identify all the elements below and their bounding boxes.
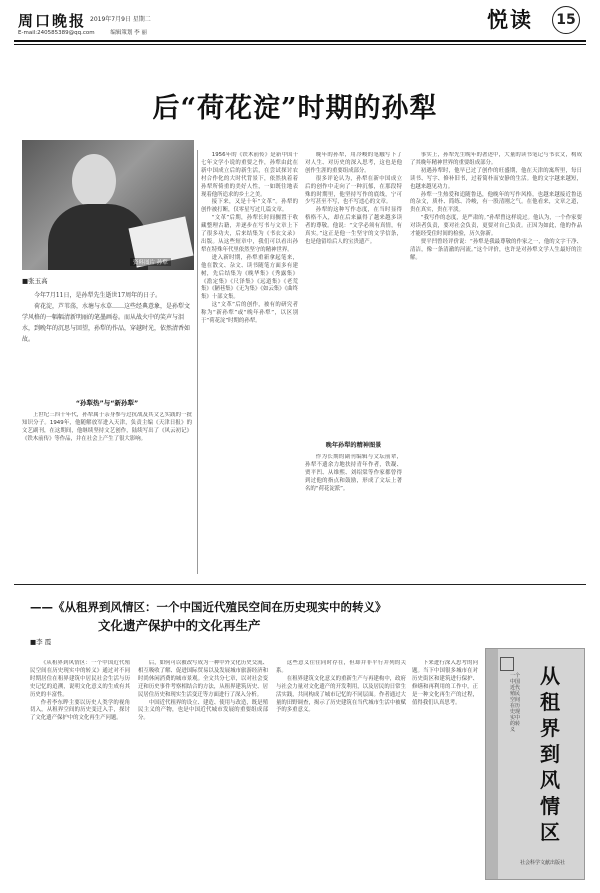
header-sub	[18, 28, 147, 36]
paragraph: 作为长期的副刊编辑与文坛前辈，孙犁不遗余力地扶持青年作者，铁凝、贾平凹、从维熙、刘绍棠等作家都曾得到过他的指点和鼓励，形成了文坛上著名的“荷花淀派”。	[305, 454, 402, 492]
page-number: 15	[552, 6, 580, 34]
article-title: 后“荷花淀”时期的孙犁	[152, 93, 438, 124]
paragraph: 《从租界到风情区：一个中国近代殖民空间在历史现实中的转义》通过对不同时期居住在租界建筑中居民社会生活与历史记忆的追溯，说明文化意义的生成有其历史的丰富性。	[30, 660, 130, 698]
text-column-b4	[412, 660, 478, 882]
paragraph: 在租界建筑文化意义的重新生产与再建构中，政府与社会力量对文化遗产的开发利用，以及居民的日常生活实践，共同构成了城市记忆的不同层面。作者通过大量的田野调查，揭示了历史建筑在当代城市生活中被赋予的多重意义。	[276, 675, 406, 714]
paragraph: 贾平凹曾经评价说：“孙犁是我最尊敬的作家之一，他的文字干净、清洁，像一条清澈的河流。”这个评价，也许是对孙犁文学人生最好的注解。	[410, 238, 582, 261]
date-line: 2019年7月9日 星期二	[90, 16, 151, 23]
text-column-b1	[30, 660, 130, 882]
article2-title: 文化遗产保护中的文化再生产	[98, 618, 261, 633]
column-divider	[197, 150, 198, 574]
section-divider	[14, 584, 586, 585]
text-column-4	[410, 152, 582, 572]
paragraph: 很多评论认为，孙犁在新中国成立后的创作中走向了一种沉郁，在那段特殊的时期里，他坚持写作的底线，宁可少写甚至不写，也不写违心的文章。	[305, 175, 402, 206]
masthead: 周口晚报	[18, 12, 87, 30]
text-column-2	[201, 152, 298, 572]
paragraph: 事实上，孙犁先生晚年的著述中，大量的读书笔记与书衣文，构成了其晚年精神世界的重要组成部分。	[410, 152, 582, 166]
text-column-1	[22, 412, 192, 562]
paragraph: “文革”后期，孙犁长时间搁置于收藏整理古籍，并逐步在写书与文章上下了很多功夫，后来结集为《书衣文录》出版。从这些短章中，我们可以看出孙犁在特殊年代里依然坚守的精神世界。	[201, 215, 298, 253]
paragraph: 孙犁的这种写作态度，在当时显得格格不入，却在后来赢得了越来越多读者的尊敬。他说：“文学必须有真情，有真实。”这正是他一生坚守的文学信条，也是他留给后人的宝贵遗产。	[305, 207, 402, 245]
book-publisher: 社会科学文献出版社	[520, 860, 566, 866]
header-rule	[14, 40, 586, 42]
header-rule-thin	[14, 44, 586, 45]
paragraph: 这“文革”后的创作，被有的研究者称为“新孙犁”或“晚年孙犁”，以区别于“荷花淀”时期的孙犁。	[201, 302, 298, 325]
article-author: ■张玉高	[22, 277, 48, 285]
subheading: 晚年孙犁的精神图景	[325, 442, 382, 449]
intro-paragraph: 今年7月11日，是孙犁先生逝世17周年的日子。	[34, 292, 162, 299]
text-column-3	[305, 152, 402, 434]
paragraph: 接下来，又是十年“文革”。孙犁的创作被打断，仅零星写过几篇文章。	[201, 199, 298, 214]
book-cover	[485, 648, 585, 880]
author-photo	[22, 140, 194, 270]
book-title: 从租界到风情区	[540, 664, 560, 844]
photo-caption: 资料图片 孙犁	[130, 258, 171, 266]
paragraph: 作者李东晔主要以历史人类学的视角切入，从租界空间的历史变迁入手，探讨了文化遗产保护中的文化再生产问题。	[30, 699, 130, 722]
text-column-3b	[305, 454, 402, 572]
text-column-b3	[276, 660, 406, 882]
paragraph: 下来进行深入思考的问题。当下中国很多城市在对历史街区和建筑进行保护、修缮和再利用的工作中，正是一种文化再生产的过程，值得我们认真思考。	[412, 660, 478, 706]
book-logo-icon	[500, 657, 514, 671]
paragraph: 中国近代租界的设立、建造、使用与改造，既是殖民主义的产物，也是中国近代城市发展的重要组成部分。	[138, 699, 268, 722]
book-subtitle: 一个中国近代殖民空间在历史现实中的转义	[510, 673, 521, 733]
paragraph: 这些意义往往同时存在，但却并非平行并列的关系。	[276, 660, 406, 674]
section-name: 悦读	[487, 7, 533, 32]
paragraph: “我写作的态度，是严肃的。”孙犁曾这样说过。他认为，一个作家要对读者负责，要对社会负责，更要对自己负责。正因为如此，他的作品才能经受住时间的检验，历久弥新。	[410, 215, 582, 238]
book-spine	[486, 649, 498, 879]
text-column-b2	[138, 660, 268, 882]
paragraph: 后，如何可以被改写成为一种中外文化历史交流、相互吸收了解、促进国际贸易以及发展城市旅游经济和时尚休闲消费的城市景观。全文共分七章，以对社会变迁和历史事件考察相结合的方法，从租界建筑历史、居民居住历史和现实生活变迁等方面进行了深入分析。	[138, 660, 268, 698]
article2-author: ■李 霞	[30, 638, 52, 646]
paragraph: 1956年的《铁木前传》是新中国十七年文学小说的重要之作，孙犁由此在新中国成立后的新生活，在尝试探讨农村合作化的大时代背景下，依然执着着孙犁所倚重的美好人性，一如既往地表现着他所追求的乡土之美。	[201, 152, 298, 198]
email: E-mail:240585389@qq.com	[18, 30, 95, 36]
subheading: “孙犁热”与“新孙犁”	[75, 399, 139, 407]
editor-line: 编辑策划 李 丽	[110, 30, 147, 36]
paragraph: 进入新时期，孙犁重新拿起笔来，他在散文、杂文、读书随笔方面多有建树，先后结集为《晚华集》《秀露集》《澹定集》《尺泽集》《远道集》《老荒集》《陋巷集》《无为集》《如云集》《曲终集》十部文集。	[201, 254, 298, 301]
paragraph: 初遇孙犁时，他早已过了创作的旺盛期，他在天津的寓所里，每日读书、写字、修补旧书，过着简朴而安静的生活。他的文字越来越短，也越来越见功力。	[410, 167, 582, 190]
paragraph: 上世纪三四十年代，孙犁属于亲身参与过抗战及其文艺实践的一批知识分子。1949年，他随解放军进入天津，负责主编《天津日报》的文艺副刊，在这期间，他继续坚持文艺创作，陆续写出了《风云初记》《铁木前传》等作品，并在社会上产生了很大影响。	[22, 412, 192, 442]
intro-paragraph: 荷花淀，芦苇荡，水塘与水草……这些经典意象，是孙犁文学风格的一幅幅清新明丽的笔墨画卷。而从战火中的笑声与泪水，到晚年的沉思与回望，孙犁的作品，穿越时光，依然清香如故。	[22, 303, 191, 343]
paragraph: 孙犁一生热爱和追随鲁迅，他晚年的写作风格，也越来越接近鲁迅的杂文，质朴、简练、冷峻，有一股清刚之气。在他看来，文章之道，贵在真实，贵在平淡。	[410, 191, 582, 214]
paragraph: 晚年的孙犁，用冷峻的笔触写下了对人生、对历史的深入思考，这也是他创作生涯的重要组成部分。	[305, 152, 402, 174]
article2-subtitle: ——《从租界到风情区：一个中国近代殖民空间在历史现实中的转义》	[30, 600, 387, 614]
article-intro	[22, 290, 192, 345]
